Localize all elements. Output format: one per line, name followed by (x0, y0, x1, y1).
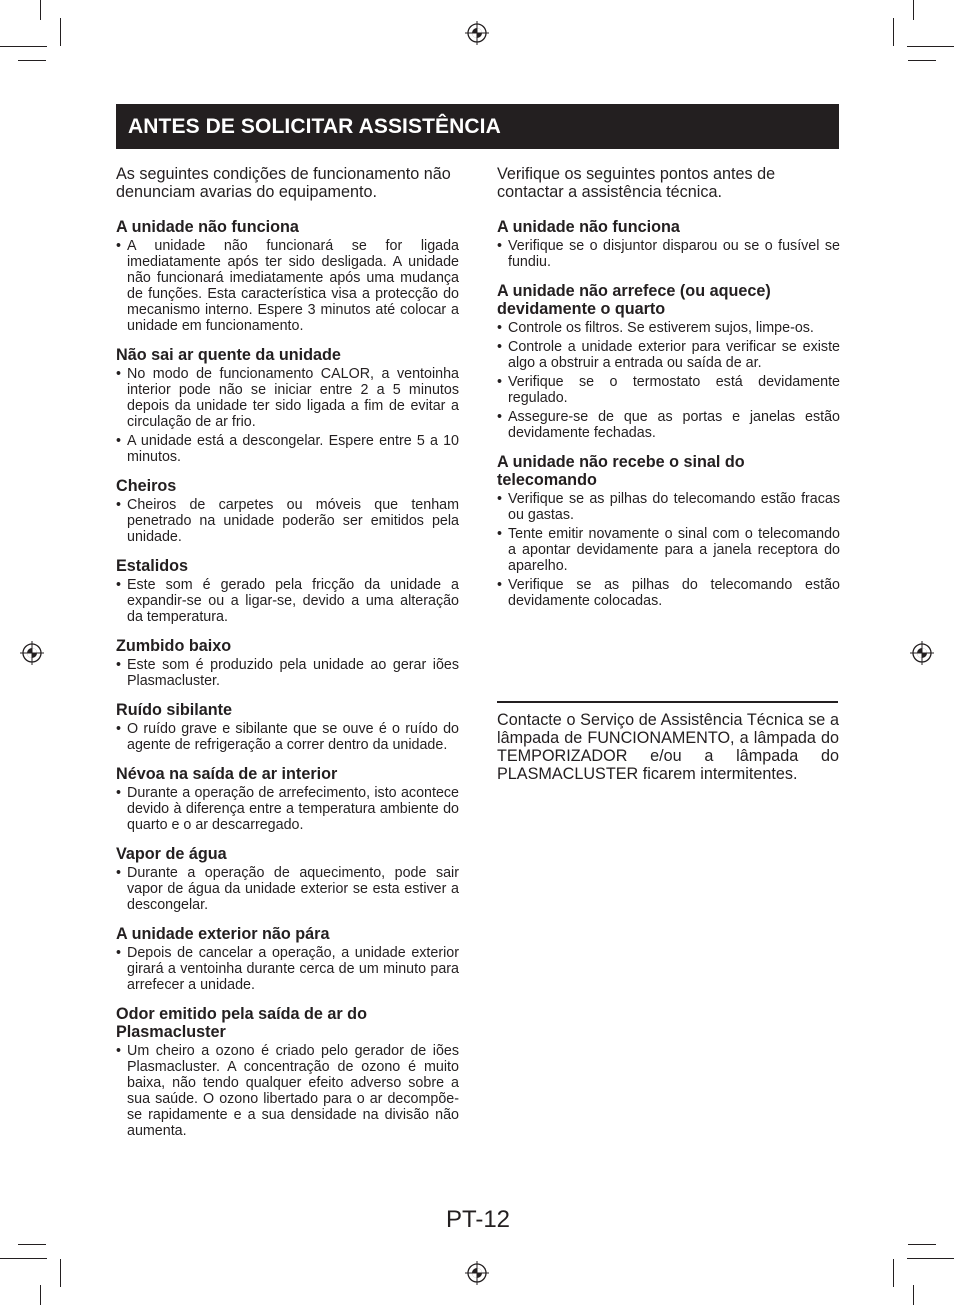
bullet-item: • Controle a unidade exterior para verificar se existe algo a obstruir a entrada ou saída de ar. (497, 339, 840, 371)
right-sections (497, 218, 840, 609)
bullet-item: • Este som é gerado pela fricção da unidade a expandir-se ou a ligar-se, devido a uma alteração da temperatura. (116, 577, 459, 625)
section-heading: A unidade não recebe o sinal do telecomando (497, 453, 745, 489)
bullet-list (116, 865, 459, 913)
left-column (116, 165, 459, 1151)
trouble-section (116, 218, 459, 334)
crop-mark (18, 60, 46, 61)
section-heading: Zumbido baixo (116, 637, 232, 655)
bullet-list (497, 320, 840, 441)
divider-rule (497, 701, 838, 703)
trouble-section (497, 218, 840, 270)
bullet-list (116, 577, 459, 625)
bullet-list (497, 238, 840, 270)
page-number: PT-12 (446, 1206, 511, 1233)
section-heading: A unidade não funciona (116, 218, 299, 236)
bullet-item: • Durante a operação de arrefecimento, isto acontece devido à diferença entre a temperatura ambiente do quarto e o ar descarregado. (116, 785, 459, 833)
bullet-item: • Assegure-se de que as portas e janelas estão devidamente fechadas. (497, 409, 840, 441)
bullet-item: • A unidade está a descongelar. Espere entre 5 a 10 minutos. (116, 433, 459, 465)
crop-mark (893, 1259, 894, 1287)
section-heading: Não sai ar quente da unidade (116, 346, 341, 364)
section-heading: A unidade exterior não pára (116, 925, 330, 943)
bullet-item: • Este som é produzido pela unidade ao gerar iões Plasmacluster. (116, 657, 459, 689)
bullet-item: • No modo de funcionamento CALOR, a ventoinha interior pode não se iniciar entre 2 a 5 minutos depois da unidade ter sido ligada a fim de evitar a circulação de ar frio. (116, 366, 459, 430)
bullet-item: • Verifique se o termostato está devidamente regulado. (497, 374, 840, 406)
bullet-item: • Verifique se o disjuntor disparou ou se o fusível se fundiu. (497, 238, 840, 270)
bullet-item: • A unidade não funcionará se for ligada imediatamente após ter sido desligada. A unidade não funcionará imediatamente após uma mudança de funções. Esta característica visa a protecção do mecanismo interno. Espere 3 minutos até colocar a unidade em funcionamento. (116, 238, 459, 334)
crop-mark (18, 1244, 46, 1245)
section-heading: A unidade não arrefece (ou aquece) devidamente o quarto (497, 282, 771, 318)
section-heading: A unidade não funciona (497, 218, 680, 236)
bullet-list (116, 1043, 459, 1139)
trouble-section (116, 477, 459, 545)
crop-mark (908, 1244, 936, 1245)
bullet-item: • Durante a operação de aquecimento, pode sair vapor de água da unidade exterior se esta estiver a descongelar. (116, 865, 459, 913)
bullet-item: • Depois de cancelar a operação, a unidade exterior girará a ventoinha durante cerca de um minuto para arrefecer a unidade. (116, 945, 459, 993)
crop-mark (60, 18, 61, 46)
right-intro: Verifique os seguintes pontos antes de contactar a assistência técnica. (497, 165, 776, 201)
trouble-section (116, 1005, 459, 1139)
bullet-list (116, 238, 459, 334)
bullet-list (116, 657, 459, 689)
trouble-section (116, 557, 459, 625)
bullet-item: • Controle os filtros. Se estiverem sujos, limpe-os. (497, 320, 840, 336)
bullet-item: • Tente emitir novamente o sinal com o telecomando a apontar devidamente para a janela receptora do aparelho. (497, 526, 840, 574)
trouble-section (116, 346, 459, 465)
trouble-section (116, 845, 459, 913)
trouble-section (116, 701, 459, 753)
bullet-list (116, 945, 459, 993)
title-banner (116, 104, 839, 149)
crop-mark (40, 0, 41, 20)
left-sections (116, 218, 459, 1139)
page-title: ANTES DE SOLICITAR ASSISTÊNCIA (128, 115, 501, 138)
section-heading: Estalidos (116, 557, 188, 575)
section-heading: Vapor de água (116, 845, 227, 863)
bullet-item: • Verifique se as pilhas do telecomando estão fracas ou gastas. (497, 491, 840, 523)
bullet-list (116, 497, 459, 545)
crop-mark (893, 18, 894, 46)
crop-mark (40, 1285, 41, 1305)
bullet-item: • O ruído grave e sibilante que se ouve é o ruído do agente de refrigeração a correr dentro da unidade. (116, 721, 459, 753)
crop-mark (0, 1258, 47, 1259)
left-intro: As seguintes condições de funcionamento não denunciam avarias do equipamento. (116, 165, 451, 201)
crop-mark (913, 0, 914, 20)
registration-mark-icon (465, 1261, 489, 1285)
crop-mark (908, 60, 936, 61)
trouble-section (116, 925, 459, 993)
section-heading: Ruído sibilante (116, 701, 233, 719)
bullet-list (116, 785, 459, 833)
crop-mark (60, 1259, 61, 1287)
trouble-section (116, 765, 459, 833)
section-heading: Cheiros (116, 477, 177, 495)
bullet-list (116, 721, 459, 753)
contact-note: Contacte o Serviço de Assistência Técnica se a lâmpada de FUNCIONAMENTO, a lâmpada do TEMPORIZADOR e/ou a lâmpada do PLASMACLUSTER ficarem intermitentes. (497, 711, 839, 783)
right-column (497, 165, 840, 621)
registration-mark-icon (465, 21, 489, 45)
bullet-list (116, 366, 459, 465)
registration-mark-icon (20, 641, 44, 665)
bullet-item: • Um cheiro a ozono é criado pelo gerador de iões Plasmacluster. A concentração de ozono é muito baixa, não tendo qualquer efeito adverso sobre a sua saúde. O ozono libertado para o ar decompõe-se rapidamente e a sua densidade na divisão não aumenta. (116, 1043, 459, 1139)
registration-mark-icon (910, 641, 934, 665)
bullet-list (497, 491, 840, 609)
bullet-item: • Cheiros de carpetes ou móveis que tenham penetrado na unidade poderão ser emitidos pela unidade. (116, 497, 459, 545)
crop-mark (907, 1258, 954, 1259)
crop-mark (907, 46, 954, 47)
trouble-section (497, 453, 840, 609)
crop-mark (913, 1285, 914, 1305)
trouble-section (116, 637, 459, 689)
bullet-item: • Verifique se as pilhas do telecomando estão devidamente colocadas. (497, 577, 840, 609)
trouble-section (497, 282, 840, 441)
section-heading: Odor emitido pela saída de ar do Plasmacluster (116, 1005, 367, 1041)
section-heading: Névoa na saída de ar interior (116, 765, 338, 783)
crop-mark (0, 46, 47, 47)
